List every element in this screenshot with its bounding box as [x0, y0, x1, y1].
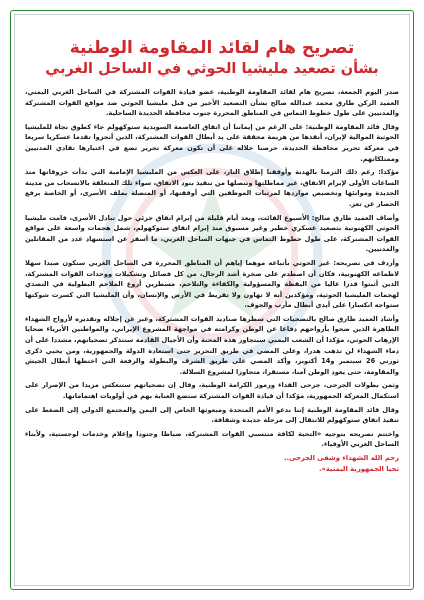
body-paragraph: مؤكدا: رغم ذلك التزمنا بالهدنة وأوقفنا إطلاق النار، على العكس من المليشيا الإمامية التي بدأت خروقاتها منذ الساعات الأولى لإبرام الاتفاق، غير مماطلتها وتنصلها من تنفيذ بنود الاتفاق، سواء تلك المتعلقة بالانسحاب من مدينة الحديدة وموانئها وتخصيص مواردها لمرتبات الموظفين التي أوقفتها، أو المتصلة بملف الأسرى، أو الخاصة برفع الحصار عن تعز. [25, 168, 399, 208]
closing-line: تحيا الجمهورية اليمنية». [318, 464, 399, 473]
body-paragraph: وأشاد العميد طارق صالح بالتضحيات التي سطرها صناديد القوات المشتركة، وعبر عن إجلاله وتقديره لأرواح الشهداء الطاهرة الذين ضحوا بأرواحهم دفاعا عن الوطن وكرامته في مواجهة المشروع الإيراني، والمواطنين الأبرياء ضحايا الإرهاب الحوثي، مؤكدا أن الشعب اليمني سيتجاوز هذه المحنة وأن الأجيال القادمة ستتذكر تضحياتهم، مشددا على أن دماء الشهداء لن تذهب هدرا، وعلى المضي في طريق التحرير حتى استعادة الدولة والجمهورية، ومن يحيي ذكرى ثورتي 26 سبتمبر و14 أكتوبر، وأكد المضي على طريق الشرف والبطولة والرفعة التي اختطها أبطال الجيش والمقاومة، حتى يعود الوطن آمنا، مستقرا، متجاوزا لمشروع السلالة. [25, 314, 399, 376]
body-paragraph: وقال قائد المقاومة الوطنية: على الرغم من إيماننا أن اتفاق العاصمة السويدية ستوكهولم جاء كطوق نجاة للمليشيا الحوثية الموالية لإيران، أنقذها من هزيمة محققة على يد أبطال القوات المشتركة، الذين أنجزوا تقدما عسكريا سريعا في معركة تحرير محافظة الحديدة، حرصنا خلاله على أن تكون معركة تحرير تضع في اعتبارها تفادي المدنيين وممتلكاتهم. [25, 122, 399, 163]
closing-block [25, 453, 399, 474]
body-paragraph: وثمن بطولات الجرحى، جرحى الفداء ورموز الكرامة الوطنية، وقال إن تضحياتهم ستنعكس مزيدا من الإصرار على استكمال المعركة الجمهورية، مؤكدا أن قيادة القوات المشتركة ستضع العناية بهم في أولويات اهتماماتها. [25, 381, 399, 401]
body-paragraph: صدر اليوم الجمعة، تصريح هام لقائد المقاومة الوطنية، عضو قيادة القوات المشتركة في الساحل الغربي اليمني، العميد الركن طارق محمد عبدالله صالح بشأن التصعيد الأخير من قبل مليشيا الحوثي ضد مواقع القوات المشتركة والمدنيين على طول خطوط التماس في المناطق المحررة جنوب محافظة الحديدة الساحلية. [25, 88, 399, 118]
page-title: تصريح هام لقائد المقاومة الوطنية [69, 38, 355, 58]
body-paragraph: وقال قائد المقاومة الوطنية إننا ندعو الأمم المتحدة ومبعوثها الخاص إلى اليمن والمجتمع الدولي إلى الضغط على تنفيذ اتفاق ستوكهولم للانتقال إلى مرحلة جديدة وشفافة. [25, 405, 399, 425]
body-paragraph: وأضاف العميد طارق صالح: الأسبوع الفائت، وبعد أيام قليلة من إبرام اتفاق جزئي حول تبادل الأسرى، قامت مليشيا الحوثي الكهنوتية بتصعيد عسكري خطير وغير مسبوق منذ إبرام اتفاق ستوكهولم، شمل هجمات واسعة على مواقع القوات المشتركة، على طول خطوط التماس في جبهات الساحل الغربي، ما أسفر عن استشهاد عدد من المقاتلين والمدنيين. [25, 213, 399, 254]
closing-line: رحم الله الشهداء وشفى الجرحى.. [283, 454, 399, 462]
body-paragraph: وأردف في تصريحه: غير الحوثي بأتباعه موهما إياهم أن المناطق المحررة في الساحل الغربي ستكون صيدا سهلا لاطماعه الكهنوتية، فكان أن اصطدم على صخرة أشد الرجال، من كل فصائل وتشكيلات ووحدات القوات المشتركة، الذين أثبتوا قدرا عاليا من اليقظة والمسؤولية والكفاءة والتلاحم، مسطرين أروع الملاحم البطولية في التصدي لهجمات المليشيا الحوثية، ومؤكدين أنه لا تهاون ولا تفريط في الأرض والإنسان، وأن المليشيا التي كسرت شوكتها ستواجه انكسارا على أيدي أبطال مأرب والجوف. [25, 258, 399, 310]
document-content [25, 37, 399, 474]
document-page [10, 10, 414, 590]
page-subtitle: بشأن تصعيد مليشيا الحوثي في الساحل الغربي [45, 61, 379, 77]
body-paragraph: واختتم تصريحه بتوجيه «التحية لكافة منتسبي القوات المشتركة، ضباطا وجنودا وإعلام وخدمات لوجستية، ولأبناء الساحل الغربي الأوفياء. [25, 429, 399, 449]
